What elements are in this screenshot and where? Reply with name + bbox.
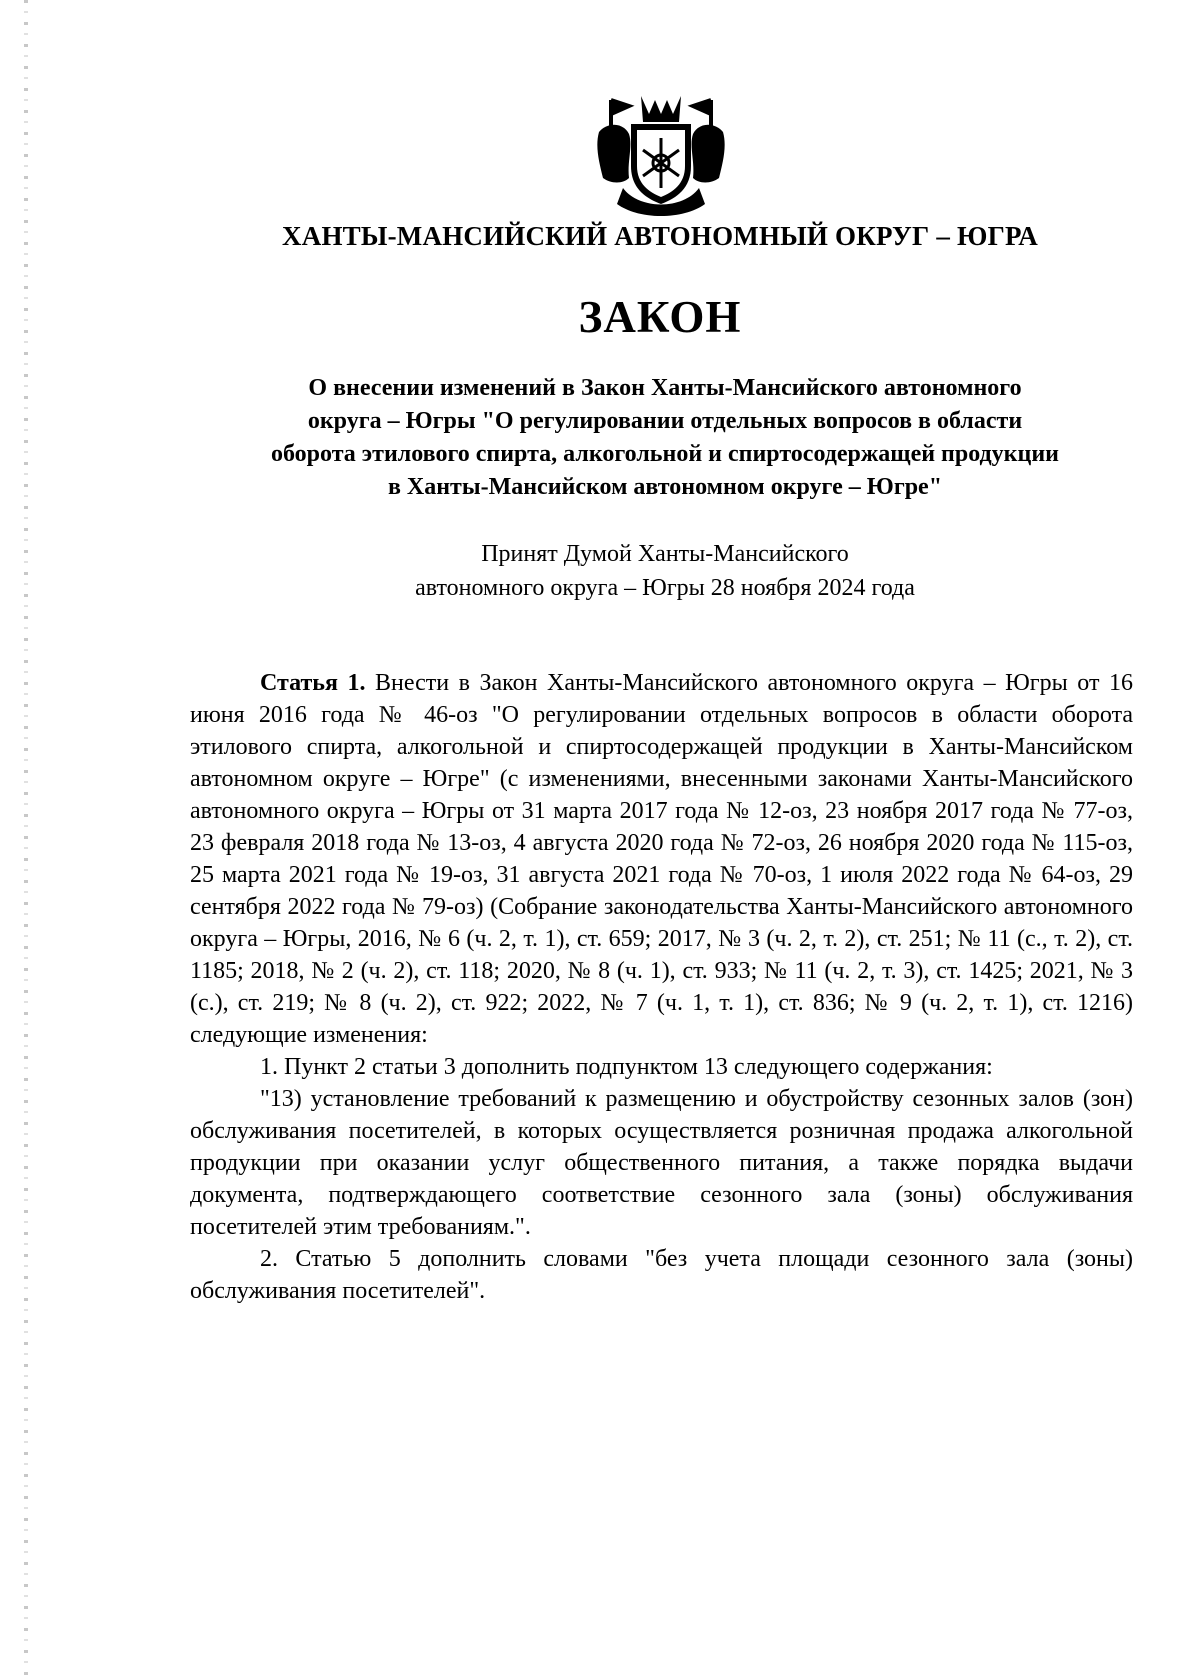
document-type-heading: ЗАКОН [578, 292, 742, 342]
scan-edge-artifact [24, 0, 28, 1680]
article-1-paragraph [190, 667, 1133, 1051]
region-heading: ХАНТЫ-МАНСИЙСКИЙ АВТОНОМНЫЙ ОКРУГ – ЮГРА [282, 221, 1038, 251]
article-1-heading: Статья 1. [260, 670, 366, 696]
law-title-line: в Ханты-Мансийском автономном округе – Югре" [387, 474, 943, 500]
law-title [190, 372, 1140, 504]
adoption-line: автономного округа – Югры 28 ноября 2024 года [415, 575, 915, 601]
law-title-line: О внесении изменений в Закон Ханты-Мансийского автономного [308, 375, 1022, 401]
article-1-text: Внести в Закон Ханты-Мансийского автономного округа – Югры от 16 июня 2016 года № 46-оз "О регулировании отдельных вопросов в области оборота этилового спирта, алкогольной и спиртосодержащей продукции в Ханты-Мансийском автономном округе – Югре" (с изменениями, внесенными законами Ханты-Мансийского автономного округа – Югры от 31 марта 2017 года № 12-оз, 23 ноября 2017 года № 77-оз, 23 февраля 2018 года № 13-оз, 4 августа 2020 года № 72-оз, 26 ноября 2020 года № 115-оз, 25 марта 2021 года № 19-оз, 31 августа 2021 года № 70-оз, 1 июля 2022 года № 64-оз, 29 сентября 2022 года № 79-оз) (Собрание законодательства Ханты-Мансийского автономного округа – Югры, 2016, № 6 (ч. 2, т. 1), ст. 659; 2017, № 3 (ч. 2, т. 2), ст. 251; № 11 (с., т. 2), ст. 1185; 2018, № 2 (ч. 2), ст. 118; 2020, № 8 (ч. 1), ст. 933; № 11 (ч. 2, т. 3), ст. 1425; 2021, № 3 (с.), ст. 219; № 8 (ч. 2), ст. 922; 2022, № 7 (ч. 1, т. 1), ст. 836; № 9 (ч. 2, т. 1), ст. 1216) следующие изменения: [190, 670, 1133, 1048]
law-title-line: оборота этилового спирта, алкогольной и спиртосодержащей продукции [271, 441, 1059, 467]
article-1-item-2: 2. Статью 5 дополнить словами "без учета площади сезонного зала (зоны) обслуживания посетителей". [190, 1246, 1133, 1304]
article-1 [190, 667, 1133, 1307]
coat-of-arms-icon [593, 92, 729, 220]
article-1-item-1-quote: "13) установление требований к размещению и обустройству сезонных залов (зон) обслуживания посетителей, в которых осуществляется розничная продажа алкогольной продукции при оказании услуг общественного питания, а также порядка выдачи документа, подтверждающего соответствие сезонного зала (зоны) обслуживания посетителей этим требованиям.". [190, 1086, 1133, 1240]
law-title-line: округа – Югры "О регулировании отдельных вопросов в области [307, 408, 1023, 434]
adoption-note [190, 537, 1140, 605]
adoption-line: Принят Думой Ханты-Мансийского [481, 541, 849, 567]
article-1-item-1: 1. Пункт 2 статьи 3 дополнить подпунктом 13 следующего содержания: [260, 1054, 993, 1080]
